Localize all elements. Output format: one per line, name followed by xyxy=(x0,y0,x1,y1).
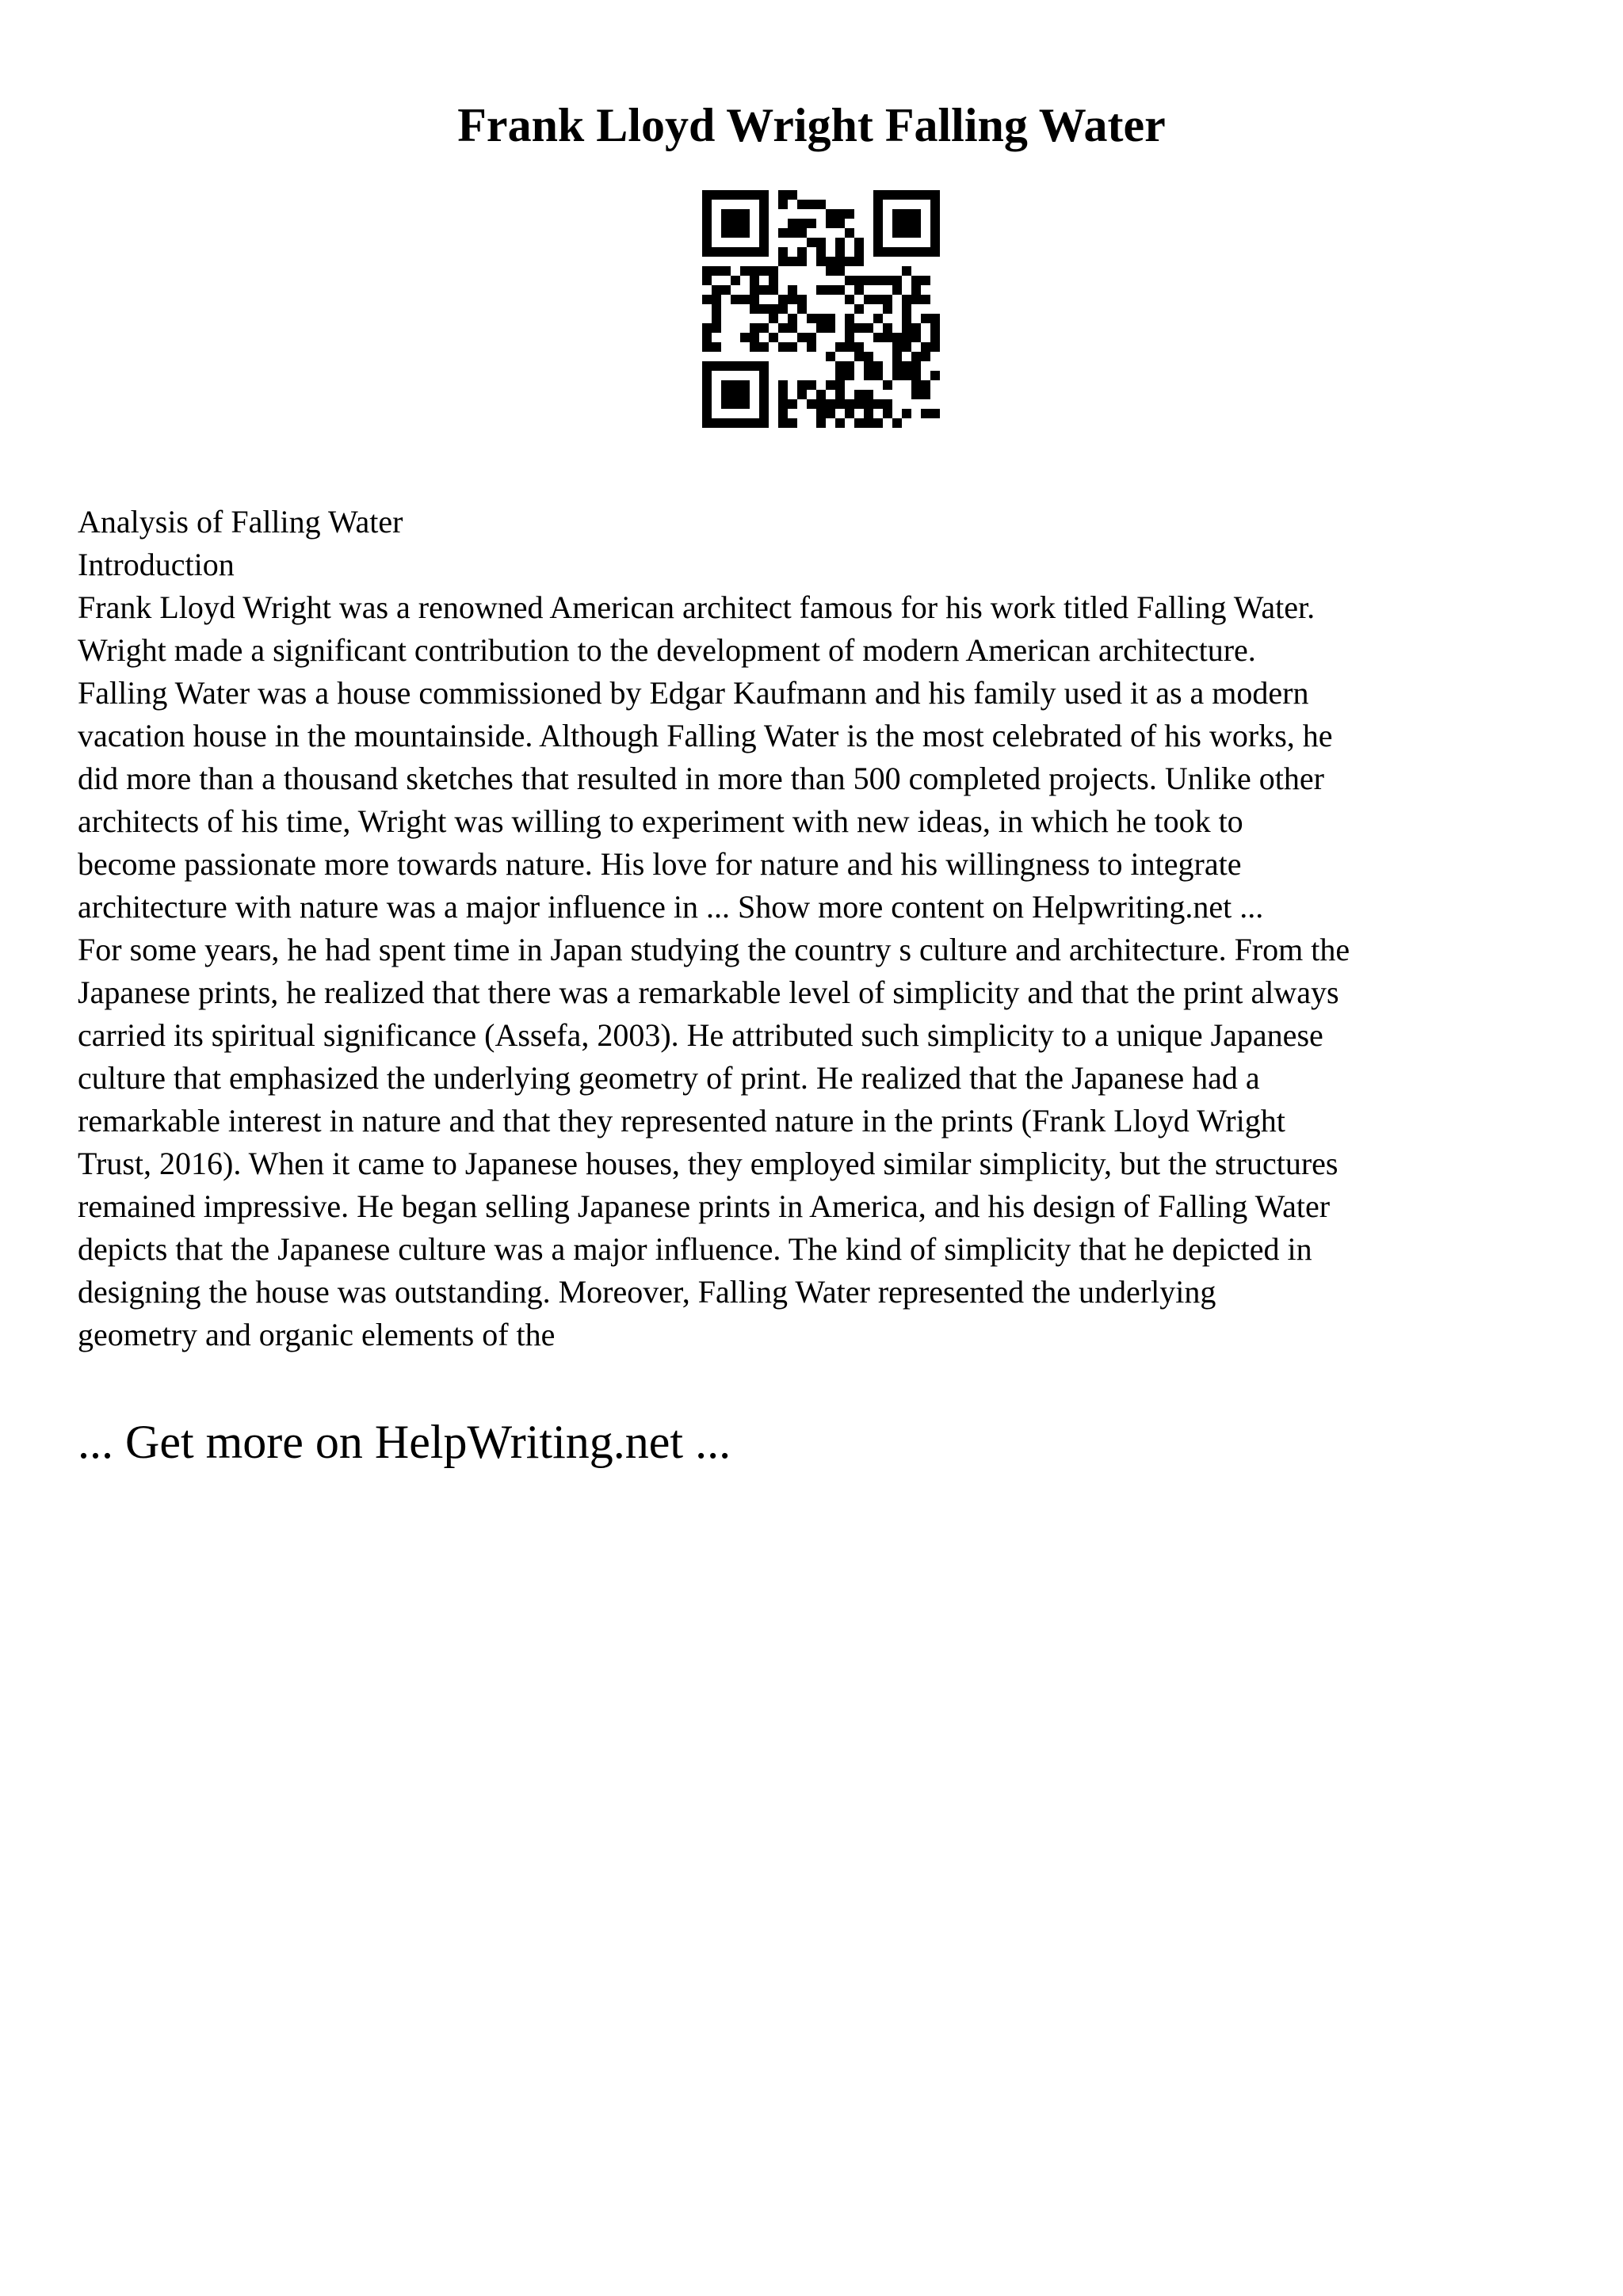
qr-code-icon xyxy=(702,190,940,428)
text-line: become passionate more towards nature. His love for nature and his willingness to integrate xyxy=(78,846,1242,882)
text-line: remarkable interest in nature and that they represented nature in the prints (Frank Lloyd Wright xyxy=(78,1103,1285,1138)
text-line: designing the house was outstanding. Moreover, Falling Water represented the underlying xyxy=(78,1274,1216,1310)
text-line: Japanese prints, he realized that there was a remarkable level of simplicity and that the print always xyxy=(78,974,1339,1010)
text-line: depicts that the Japanese culture was a major influence. The kind of simplicity that he depicted in xyxy=(78,1231,1312,1267)
text-line: architects of his time, Wright was willing to experiment with new ideas, in which he took to xyxy=(78,803,1243,839)
text-line: Frank Lloyd Wright was a renowned American architect famous for his work titled Falling Water. xyxy=(78,589,1316,625)
text-line: carried its spiritual significance (Assefa, 2003). He attributed such simplicity to a unique Japanese xyxy=(78,1017,1323,1053)
document-title: Frank Lloyd Wright Falling Water xyxy=(457,99,1166,151)
text-line: Introduction xyxy=(78,547,235,582)
body-text xyxy=(78,501,1568,1356)
text-line: For some years, he had spent time in Japan studying the country s culture and architecture. From the xyxy=(78,932,1350,967)
text-line: architecture with nature was a major influence in ... Show more content on Helpwriting.net ... xyxy=(78,889,1264,925)
text-line: Wright made a significant contribution to the development of modern American architecture. xyxy=(78,632,1256,668)
text-line: remained impressive. He began selling Japanese prints in America, and his design of Falling Water xyxy=(78,1188,1331,1224)
text-line: Trust, 2016). When it came to Japanese houses, they employed similar simplicity, but the structures xyxy=(78,1146,1338,1181)
text-line: geometry and organic elements of the xyxy=(78,1317,556,1352)
text-line: did more than a thousand sketches that resulted in more than 500 completed projects. Unlike other xyxy=(78,761,1324,796)
text-line: culture that emphasized the underlying geometry of print. He realized that the Japanese had a xyxy=(78,1060,1260,1096)
text-line: Analysis of Falling Water xyxy=(78,504,403,540)
get-more-link[interactable]: ... Get more on HelpWriting.net ... xyxy=(78,1416,731,1468)
text-line: Falling Water was a house commissioned by Edgar Kaufmann and his family used it as a modern xyxy=(78,675,1309,711)
text-line: vacation house in the mountainside. Although Falling Water is the most celebrated of his works, he xyxy=(78,718,1333,753)
